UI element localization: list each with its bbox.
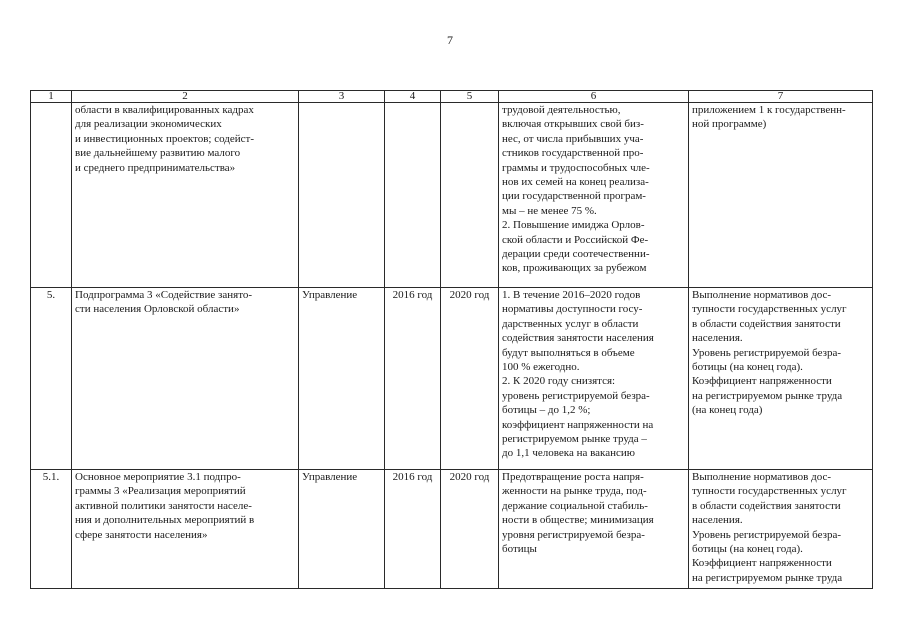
text-line: приложением 1 к государственн- [692,104,846,116]
text-line: нормативы доступности госу- [502,303,643,316]
text-line: женности на рынке труда, под- [502,485,647,498]
row-number: 5.1. [31,470,72,589]
text-line: и инвестиционных проектов; содейст- [75,132,255,145]
text-line: Коэффициент напряженности [692,375,832,388]
text-line: ности в обществе; минимизация [502,514,654,527]
text-line: граммы 3 «Реализация мероприятий [75,485,246,498]
text-line: активной политики занятости населе- [75,499,252,512]
start-year-cell: 2016 год [385,470,441,589]
text-line: ботицы – до 1,2 %; [502,404,591,417]
column-header: 7 [689,91,873,103]
text-line: населения. [692,332,743,345]
text-line: сти населения Орловской области» [75,303,240,316]
start-year-cell [385,103,441,288]
text-line: нов их семей на конец реализа- [502,176,649,189]
column-header: 1 [31,91,72,103]
text-line: дарственных услуг в области [502,317,639,330]
expected-result-cell [499,470,689,589]
text-line: в области содействия занятости [692,499,841,512]
text-line: 100 % ежегодно. [502,361,580,374]
text-line: и среднего предпринимательства» [75,161,236,174]
text-line: 2. Повышение имиджа Орлов- [502,219,645,232]
start-year-cell: 2016 год [385,288,441,470]
column-header: 6 [499,91,689,103]
column-header: 3 [299,91,385,103]
text-line: граммы и трудоспособных чле- [502,161,650,174]
expected-result-cell [499,288,689,470]
text-line: ской области и Российской Фе- [502,233,649,246]
text-line: ции государственной програм- [502,190,646,203]
end-year-cell [441,103,499,288]
executor-cell: Управление [299,288,385,470]
program-table [30,90,873,589]
text-line: уровня регистрируемой безра- [502,528,645,541]
text-line: 1. В течение 2016–2020 годов [502,289,641,301]
text-line: Предотвращение роста напря- [502,471,644,483]
page-number: 7 [447,33,453,47]
text-line: Подпрограмма 3 «Содействие занято- [75,289,253,301]
column-header: 4 [385,91,441,103]
text-line: нес, от числа прибывших уча- [502,132,644,145]
table-row [31,470,873,589]
expected-result-cell [499,103,689,288]
indicators-cell [689,103,873,288]
text-line: будут выполняться в объеме [502,346,635,359]
text-line: дерации среди соотечественни- [502,248,650,261]
text-line: ков, проживающих за рубежом [502,262,647,275]
text-line: населения. [692,514,743,527]
measure-name-cell [72,288,299,470]
text-line: регистрируемом рынке труда – [502,433,647,446]
text-line: до 1,1 человека на вакансию [502,447,635,460]
text-line: ной программе) [692,118,767,131]
column-header: 5 [441,91,499,103]
measure-name-cell [72,470,299,589]
text-line: в области содействия занятости [692,317,841,330]
text-line: (на конец года) [692,404,763,417]
text-line: для реализации экономических [75,118,222,131]
column-header: 2 [72,91,299,103]
text-line: коэффициент напряженности на [502,418,654,431]
text-line: ния и дополнительных мероприятий в [75,514,255,527]
text-line: области в квалифицированных кадрах [75,104,254,116]
text-line: Выполнение нормативов дос- [692,289,832,301]
indicators-cell [689,288,873,470]
text-line: Основное мероприятие 3.1 подпро- [75,471,241,483]
end-year-cell: 2020 год [441,288,499,470]
indicators-cell [689,470,873,589]
text-line: Выполнение нормативов дос- [692,471,832,483]
text-line: на регистрируемом рынке труда [692,571,843,584]
text-line: Уровень регистрируемой безра- [692,528,842,541]
text-line: Коэффициент напряженности [692,557,832,570]
text-line: тупности государственных услуг [692,485,847,498]
table-row [31,103,873,288]
row-number: 5. [31,288,72,470]
text-line: сфере занятости населения» [75,528,208,541]
text-line: мы – не менее 75 %. [502,204,597,217]
text-line: ботицы (на конец года). [692,543,803,556]
table-row [31,288,873,470]
measure-name-cell [72,103,299,288]
text-line: 2. К 2020 году снизятся: [502,375,616,388]
text-line: уровень регистрируемой безра- [502,389,650,402]
text-line: держание социальной стабиль- [502,499,648,512]
text-line: содействия занятости населения [502,332,654,345]
text-line: вие дальнейшему развитию малого [75,147,241,160]
header-row [31,91,873,103]
end-year-cell: 2020 год [441,470,499,589]
executor-cell: Управление [299,470,385,589]
text-line: трудовой деятельностью, [502,104,621,116]
text-line: на регистрируемом рынке труда [692,389,843,402]
executor-cell [299,103,385,288]
text-line: тупности государственных услуг [692,303,847,316]
text-line: включая открывших свой биз- [502,118,644,131]
text-line: Уровень регистрируемой безра- [692,346,842,359]
text-line: ботицы [502,543,537,556]
text-line: ботицы (на конец года). [692,361,803,374]
row-number [31,103,72,288]
text-line: стников государственной про- [502,147,644,160]
